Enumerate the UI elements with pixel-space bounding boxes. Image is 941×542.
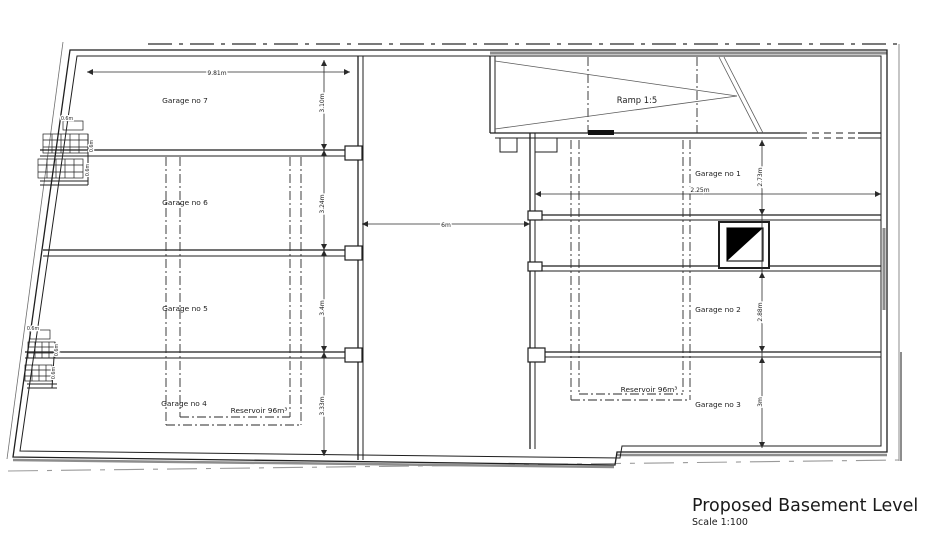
label-garage-2: Garage no 2 bbox=[695, 305, 741, 314]
dim-garage6-depth: 3.24m bbox=[319, 194, 326, 214]
label-garage-4: Garage no 4 bbox=[161, 399, 207, 408]
title-block bbox=[692, 496, 918, 528]
dim-stair-step-2: 0.6m bbox=[90, 139, 95, 153]
dim-garage2-depth: 2.88m bbox=[757, 302, 764, 322]
dimension-lines bbox=[87, 60, 881, 456]
dim-stair-step-4: 0.6m bbox=[26, 327, 40, 332]
dim-garage3-depth: 3m bbox=[757, 397, 764, 407]
label-garage-1: Garage no 1 bbox=[695, 169, 741, 178]
label-reservoir-left: Reservoir 96m³ bbox=[230, 406, 288, 415]
dim-garage7-depth: 3.10m bbox=[319, 93, 326, 113]
dim-garage1-width: 2.25m bbox=[690, 187, 710, 194]
drawing-title: Proposed Basement Level bbox=[692, 496, 919, 516]
dim-garage1-depth: 2.73m bbox=[757, 167, 764, 187]
dim-garage5-depth: 3.4m bbox=[319, 300, 326, 316]
dimension-labels bbox=[27, 70, 764, 416]
dim-garage7-width: 9.81m bbox=[207, 70, 227, 77]
label-ramp: Ramp 1:5 bbox=[616, 95, 658, 105]
dim-stair-step-1: 0.6m bbox=[60, 117, 74, 122]
dim-aisle-width: 6m bbox=[441, 222, 451, 229]
dim-stair-step-6: 0.6m bbox=[52, 366, 57, 380]
label-garage-7: Garage no 7 bbox=[162, 96, 208, 105]
columns bbox=[345, 146, 545, 362]
label-garage-5: Garage no 5 bbox=[162, 304, 208, 313]
dim-garage4-depth: 3.33m bbox=[319, 396, 326, 416]
drawing-scale: Scale 1:100 bbox=[692, 517, 748, 528]
door-threshold bbox=[588, 130, 614, 135]
stairs-upper bbox=[38, 121, 88, 185]
label-reservoir-right: Reservoir 96m³ bbox=[620, 385, 678, 394]
dim-stair-step-5: 0.6m bbox=[55, 343, 60, 357]
label-garage-3: Garage no 3 bbox=[695, 400, 741, 409]
label-garage-6: Garage no 6 bbox=[162, 198, 208, 207]
room-labels bbox=[161, 95, 741, 415]
reservoir-right-outline bbox=[571, 140, 690, 400]
lift-shaft bbox=[719, 222, 769, 268]
dim-stair-step-3: 0.6m bbox=[86, 163, 91, 177]
